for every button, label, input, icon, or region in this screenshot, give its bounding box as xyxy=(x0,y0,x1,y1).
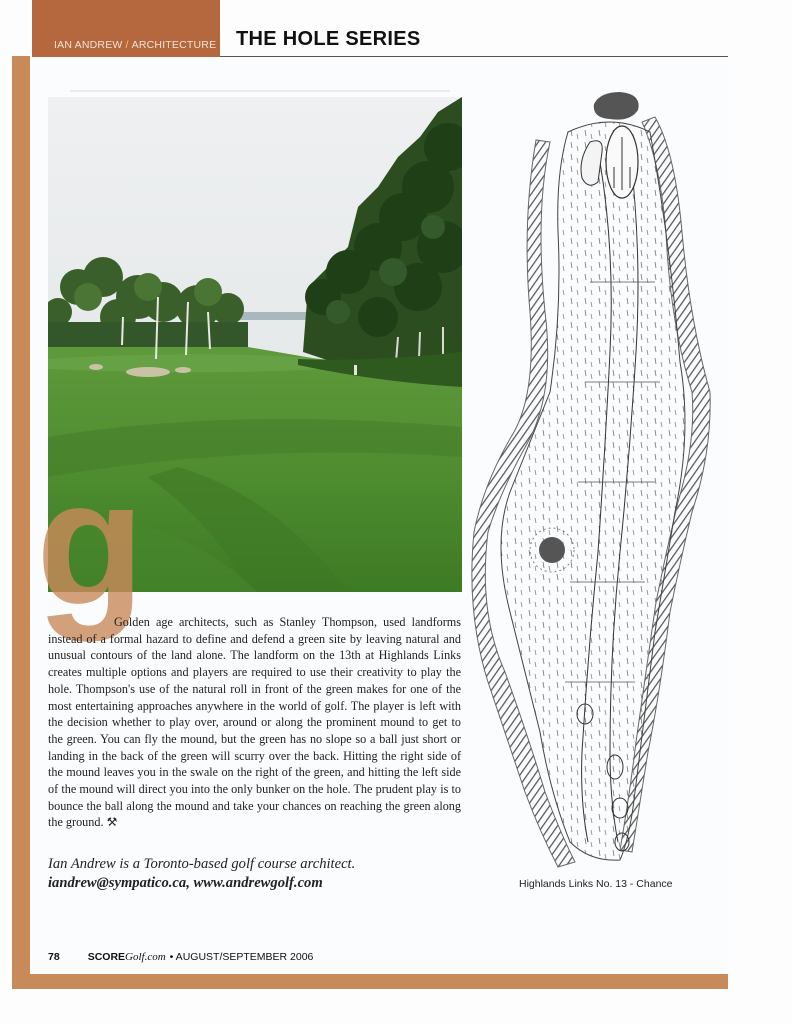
diagram-caption: Highlands Links No. 13 - Chance xyxy=(519,878,673,890)
issue-date: • AUGUST/SEPTEMBER 2006 xyxy=(169,951,314,963)
page-frame-bottom xyxy=(12,974,728,989)
author-contact: iandrew@sympatico.ca, www.andrewgolf.com xyxy=(48,875,323,891)
drop-cap: g xyxy=(36,443,145,642)
page-number: 78 xyxy=(48,951,60,963)
magazine-domain: Golf.com xyxy=(125,951,166,963)
author-label: IAN ANDREW xyxy=(54,39,123,51)
section-label: ARCHITECTURE xyxy=(131,39,217,51)
author-byline xyxy=(48,855,355,893)
page-footer xyxy=(48,951,313,963)
end-mark-icon: ⚒ xyxy=(106,815,118,830)
section-tab xyxy=(32,0,220,57)
article-paragraph: Golden age architects, such as Stanley Thompson, used landforms instead of a formal hazard to define and defend a green site by leaving natural and unusual contours of the land alone. The landform on the 13th at Highlands Links creates multiple options and players are required to use their creativity to play the hole. Thompson's use of the natural roll in front of the green makes for one of the most entertaining approaches anywhere in the world of golf. The player is left with the decision whether to play over, around or along the prominent mound to get to the green. You can fly the mound, but the green has no slope so a ball just short or landing in the back of the green will scurry over the back. Hitting the right side of the mound leaves you in the swale on the right of the green, and hitting the left side of the mound will direct you into the only bunker on the hole. The prudent play is to bounce the ball along the mound and take your chances on reaching the green along the ground. xyxy=(48,615,461,830)
hole-diagram xyxy=(470,92,716,872)
section-separator: / xyxy=(125,39,129,51)
page-frame-left xyxy=(12,56,30,989)
author-bio: Ian Andrew is a Toronto-based golf course architect. xyxy=(48,856,356,872)
page-title: THE HOLE SERIES xyxy=(236,28,421,50)
magazine-name: SCORE xyxy=(87,951,126,963)
article-body xyxy=(48,614,461,831)
